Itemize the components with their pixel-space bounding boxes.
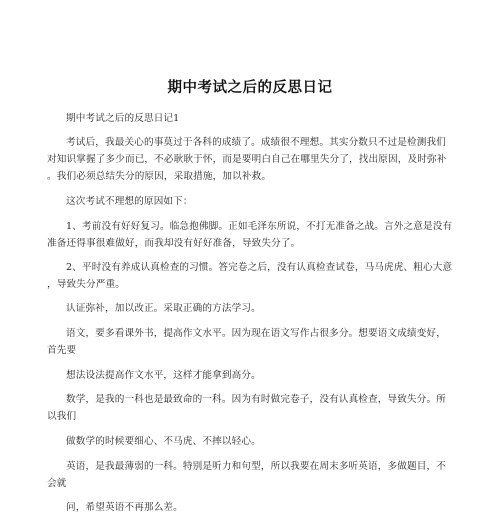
text-line: 准备还得事很难做好，而我却没有好好准备，导致失分了。 [47, 238, 301, 249]
text-line: 。我们必须总结失分的原因，采取措施，加以补救。 [47, 171, 272, 182]
paragraph-intro [47, 134, 459, 185]
paragraph-chinese [47, 325, 459, 359]
text-line: 以我们 [47, 411, 77, 422]
paragraph-math-cont [47, 433, 459, 450]
text-line: 语文，要多看课外书，提高作文水平。因为现在语文写作占很多分。想要语文成绩变好， [66, 328, 447, 339]
paragraph-reason-1 [47, 218, 459, 252]
paragraph-subtitle [47, 110, 459, 127]
paragraph-remedy [47, 300, 459, 317]
text-line: 想法设法提高作文水平，这样才能拿到高分。 [66, 370, 261, 381]
page-title: 期中考试之后的反思日记 [167, 80, 333, 96]
text-line: 做数学的时候要细心、不马虎、不摔以轻心。 [66, 436, 261, 447]
text-line: ，导致失分严重。 [47, 279, 125, 290]
paragraph-english-cont [47, 499, 459, 516]
text-line: 数学，是我的一科也是最致命的一科。因为有时做完卷子，没有认真检查，导致失分。所 [66, 394, 447, 405]
text-line: 英语，是我最薄弱的一科。特别是听力和句型，所以我要在周末多听英语，多做题目，不 [66, 461, 447, 472]
paragraph-english [47, 458, 459, 492]
text-line: 问，希望英语不再那么差。 [66, 502, 183, 513]
text-line: 这次考试不理想的原因如下： [66, 196, 193, 207]
paragraph-reason-2 [47, 259, 459, 293]
text-line: 会就 [47, 478, 67, 489]
text-line: 1、考前没有好好复习。临急抱佛脚。正如毛泽东所说，不打无准备之战。言外之意是没有 [66, 221, 453, 232]
text-line: 对知识掌握了多少而已，不必耿耿于怀，而是要明白自己在哪里失分了，找出原因，及时弥补 [47, 154, 447, 165]
text-line: 2、平时没有养成认真检查的习惯。答完卷之后，没有认真检查试卷，马马虎虎、粗心大意 [66, 262, 453, 273]
text-line: 首先要 [47, 345, 77, 356]
text-line: 认证弥补，加以改正。采取正确的方法学习。 [66, 303, 261, 314]
text-line: 考试后，我最关心的事莫过于各科的成绩了。成绩很不理想。其实分数只不过是检测我们 [66, 137, 447, 148]
paragraph-chinese-cont [47, 367, 459, 384]
text-line: 期中考试之后的反思日记1 [66, 113, 180, 124]
paragraph-reasons-heading [47, 193, 459, 210]
paragraph-math [47, 391, 459, 425]
